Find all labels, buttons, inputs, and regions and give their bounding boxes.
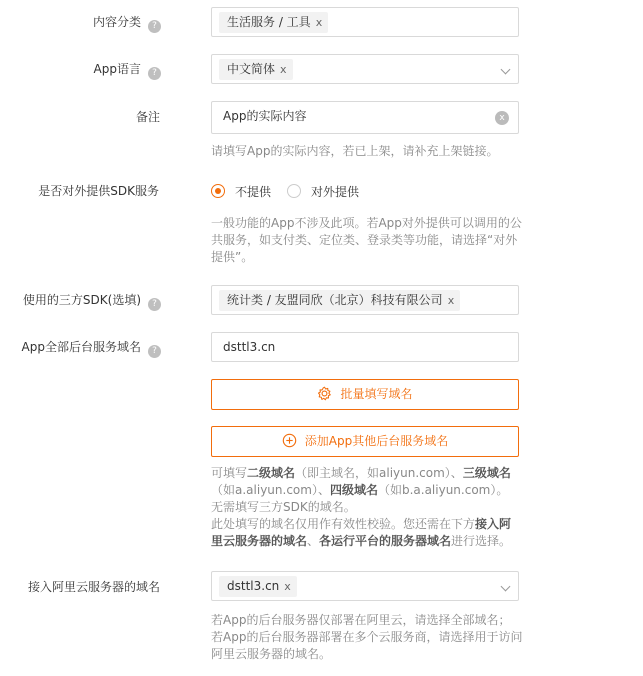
chevron-down-icon[interactable] [501,65,511,75]
domain-hint-line-2: 无需填写三方SDK的域名。 [211,500,356,514]
tag-close-icon[interactable]: x [284,580,291,593]
aliyun-domain-label: 接入阿里云服务器的域名 [27,580,160,594]
radio-no-sdk[interactable] [211,184,225,198]
radio-provide-sdk[interactable] [287,184,301,198]
help-icon[interactable]: ? [148,345,161,358]
domain-label: App全部后台服务域名 ? [22,339,161,358]
remark-label: 备注 [135,110,160,124]
help-icon[interactable]: ? [148,20,161,33]
gear-icon [317,383,332,412]
domain-hint-line-1: 可填写二级域名（即主域名，如aliyun.com）、三级域名（如a.aliyun.com）、四级域名（如b.a.aliyun.com）。 [211,466,511,497]
app-language-select[interactable] [211,54,519,84]
aliyun-domain-tag: dsttl3.cn x [219,576,297,597]
add-domain-button[interactable]: 添加App其他后台服务域名 [211,426,519,457]
sdk-service-hint: 一般功能的App不涉及此项。若App对外提供可以调用的公共服务，如支付类、定位类、登录类等功能，请选择“对外提供”。 [211,216,522,264]
help-icon[interactable]: ? [148,298,161,311]
tag-close-icon[interactable]: x [280,63,287,76]
batch-fill-domain-button[interactable]: 批量填写域名 [211,379,519,410]
chevron-down-icon[interactable] [501,582,511,592]
category-tag: 生活服务 / 工具 x [219,12,328,33]
help-icon[interactable]: ? [148,67,161,80]
radio-no-sdk-label[interactable]: 不提供 [235,185,272,199]
aliyun-domain-select[interactable] [211,571,519,601]
domain-input[interactable]: dsttl3.cn [211,332,519,362]
third-sdk-label: 使用的三方SDK(选填) ? [23,292,161,311]
clear-icon[interactable]: x [495,111,509,125]
tag-close-icon[interactable]: x [447,294,455,307]
app-language-tag: 中文简体 x [219,59,293,80]
aliyun-domain-hint: 若App的后台服务器仅部署在阿里云，请选择全部域名； 若App的后台服务器部署在多个云服务商，请选择用于访问阿里云服务器的域名。 [211,613,523,661]
category-select[interactable] [211,7,519,37]
app-language-label: App语言 ? [94,61,161,80]
sdk-service-label: 是否对外提供SDK服务 [38,184,159,198]
domain-hint [211,465,523,550]
third-sdk-tag: 统计类 / 友盟同欣（北京）科技有限公司 x [219,290,460,311]
radio-provide-sdk-label[interactable]: 对外提供 [311,185,360,199]
remark-hint: 请填写App的实际内容，若已上架，请补充上架链接。 [211,144,499,158]
category-label: 内容分类 ? [93,14,161,33]
domain-hint-line-3: 此处填写的域名仅用作有效性校验。您还需在下方接入阿里云服务器的域名、各运行平台的服务器域名进行选择。 [211,517,512,548]
tag-close-icon[interactable]: x [315,16,323,29]
remark-input[interactable]: App的实际内容 x [211,101,519,134]
third-sdk-select[interactable] [211,285,519,315]
plus-circle-icon [282,430,297,459]
